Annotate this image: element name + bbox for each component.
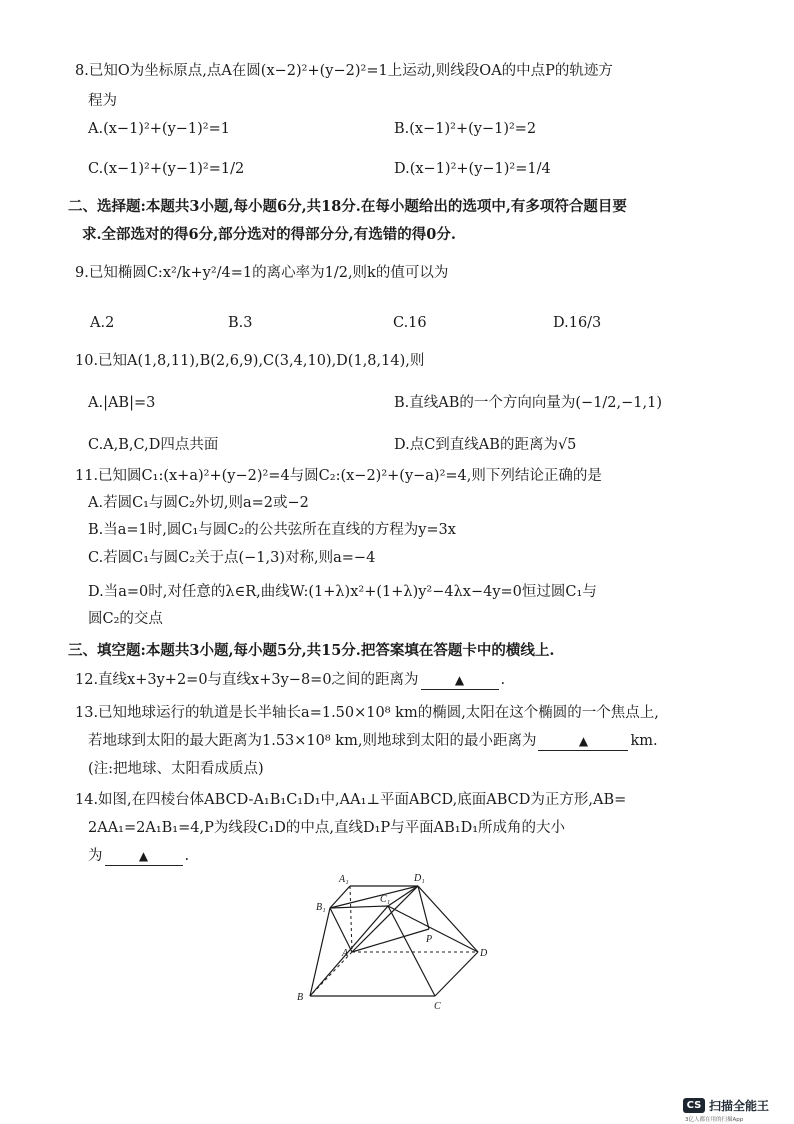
- q14-line2: 2AA₁=2A₁B₁=4,P为线段C₁D的中点,直线D₁P与平面AB₁D₁所成角的大小: [88, 820, 566, 836]
- segment-c1-d: [388, 906, 478, 952]
- q14-line3-text: 为: [88, 848, 103, 864]
- edge-b1-a1: [330, 886, 350, 908]
- segment-b-c1: [310, 906, 388, 996]
- q13-note: (注:把地球、太阳看成质点): [88, 761, 264, 777]
- label-d1: D₁: [414, 873, 425, 884]
- q11-option-d-line1: D.当a=0时,对任意的λ∈R,曲线W:(1+λ)x²+(1+λ)y²−4λx−4y=0恒过圆C₁与: [88, 584, 597, 600]
- q9-option-c: C.16: [393, 315, 427, 331]
- q11-option-d-line2: 圆C₂的交点: [88, 611, 163, 627]
- q12-line: [75, 671, 735, 690]
- hidden-edge-a1-a: [350, 886, 352, 952]
- q8-option-c: C.(x−1)²+(y−1)²=1/2: [88, 161, 245, 177]
- frustum-figure: [290, 868, 500, 1018]
- q8-option-b: B.(x−1)²+(y−1)²=2: [394, 121, 537, 137]
- q13-line2: [88, 732, 748, 751]
- q11-option-b: B.当a=1时,圆C₁与圆C₂的公共弦所在直线的方程为y=3x: [88, 522, 456, 538]
- edge-b1-b: [310, 908, 330, 996]
- label-a1: A₁: [339, 874, 349, 885]
- q14-line3: [88, 847, 748, 866]
- label-b: B: [297, 992, 304, 1003]
- q14-answer-blank: [105, 847, 183, 866]
- scanner-logo-icon: CS: [683, 1098, 705, 1113]
- label-a: A: [342, 948, 349, 959]
- section3-heading: 三、填空题:本题共3小题,每小题5分,共15分.把答案填在答题卡中的横线上.: [68, 642, 555, 659]
- q10-option-c: C.A,B,C,D四点共面: [88, 437, 219, 453]
- q12-end: .: [500, 672, 506, 688]
- q12-stem: 12.直线x+3y+2=0与直线x+3y−8=0之间的距离为: [75, 672, 419, 688]
- section2-heading-line1: 二、选择题:本题共3小题,每小题6分,共18分.在每小题给出的选项中,有多项符合题目要: [68, 198, 627, 215]
- scanner-tagline: 3亿人都在用的扫描App: [685, 1117, 744, 1123]
- q11-option-a: A.若圆C₁与圆C₂外切,则a=2或−2: [88, 495, 309, 511]
- q12-answer-blank: [421, 671, 499, 690]
- q11-option-c: C.若圆C₁与圆C₂关于点(−1,3)对称,则a=−4: [88, 550, 376, 566]
- edge-c-d: [435, 952, 478, 996]
- scanner-app-name: 扫描全能王: [709, 1099, 770, 1113]
- label-b1: B₁: [316, 902, 326, 913]
- triangle-marker-icon: ▲: [578, 734, 589, 748]
- scanner-watermark: [683, 1096, 783, 1122]
- q9-option-d: D.16/3: [553, 315, 602, 331]
- triangle-marker-icon: ▲: [454, 673, 465, 687]
- q10-option-b: B.直线AB的一个方向向量为(−1/2,−1,1): [394, 395, 663, 411]
- q8-stem-line2: 程为: [88, 93, 117, 109]
- q9-stem: 9.已知椭圆C:x²/k+y²/4=1的离心率为1/2,则k的值可以为: [75, 265, 449, 281]
- section2-heading-line2: 求.全部选对的得6分,部分选对的得部分分,有选错的得0分.: [82, 226, 456, 243]
- q10-option-a: A.|AB|=3: [88, 395, 156, 411]
- label-c: C: [434, 1001, 441, 1012]
- q9-option-b: B.3: [228, 315, 253, 331]
- q11-stem: 11.已知圆C₁:(x+a)²+(y−2)²=4与圆C₂:(x−2)²+(y−a)²=4,则下列结论正确的是: [75, 468, 602, 484]
- q14-end: .: [184, 848, 190, 864]
- q8-option-d: D.(x−1)²+(y−1)²=1/4: [394, 161, 551, 177]
- q8-option-a: A.(x−1)²+(y−1)²=1: [88, 121, 230, 137]
- q13-line1: 13.已知地球运行的轨道是长半轴长a=1.50×10⁸ km的椭圆,太阳在这个椭圆的一个焦点上,: [75, 705, 659, 721]
- label-p: P: [426, 934, 433, 945]
- segment-b1-d1: [330, 886, 418, 908]
- q14-line1: 14.如图,在四棱台体ABCD-A₁B₁C₁D₁中,AA₁⊥平面ABCD,底面ABCD为正方形,AB=: [75, 792, 627, 808]
- q9-option-a: A.2: [90, 315, 115, 331]
- q13-line2-text: 若地球到太阳的最大距离为1.53×10⁸ km,则地球到太阳的最小距离为: [88, 733, 537, 749]
- q10-stem: 10.已知A(1,8,11),B(2,6,9),C(3,4,10),D(1,8,14),则: [75, 353, 425, 369]
- q8-stem-line1: 8.已知O为坐标原点,点A在圆(x−2)²+(y−2)²=1上运动,则线段OA的中点P的轨迹方: [75, 63, 613, 79]
- edge-d1-c1: [388, 886, 418, 906]
- q13-unit: km.: [630, 733, 658, 749]
- triangle-marker-icon: ▲: [138, 849, 149, 863]
- q13-answer-blank: [538, 732, 628, 751]
- q10-option-d: D.点C到直线AB的距离为√5: [394, 437, 577, 453]
- label-d: D: [480, 948, 488, 959]
- segment-b1-a: [330, 908, 352, 952]
- edge-c1-c: [388, 906, 435, 996]
- label-c1: C₁: [380, 894, 391, 905]
